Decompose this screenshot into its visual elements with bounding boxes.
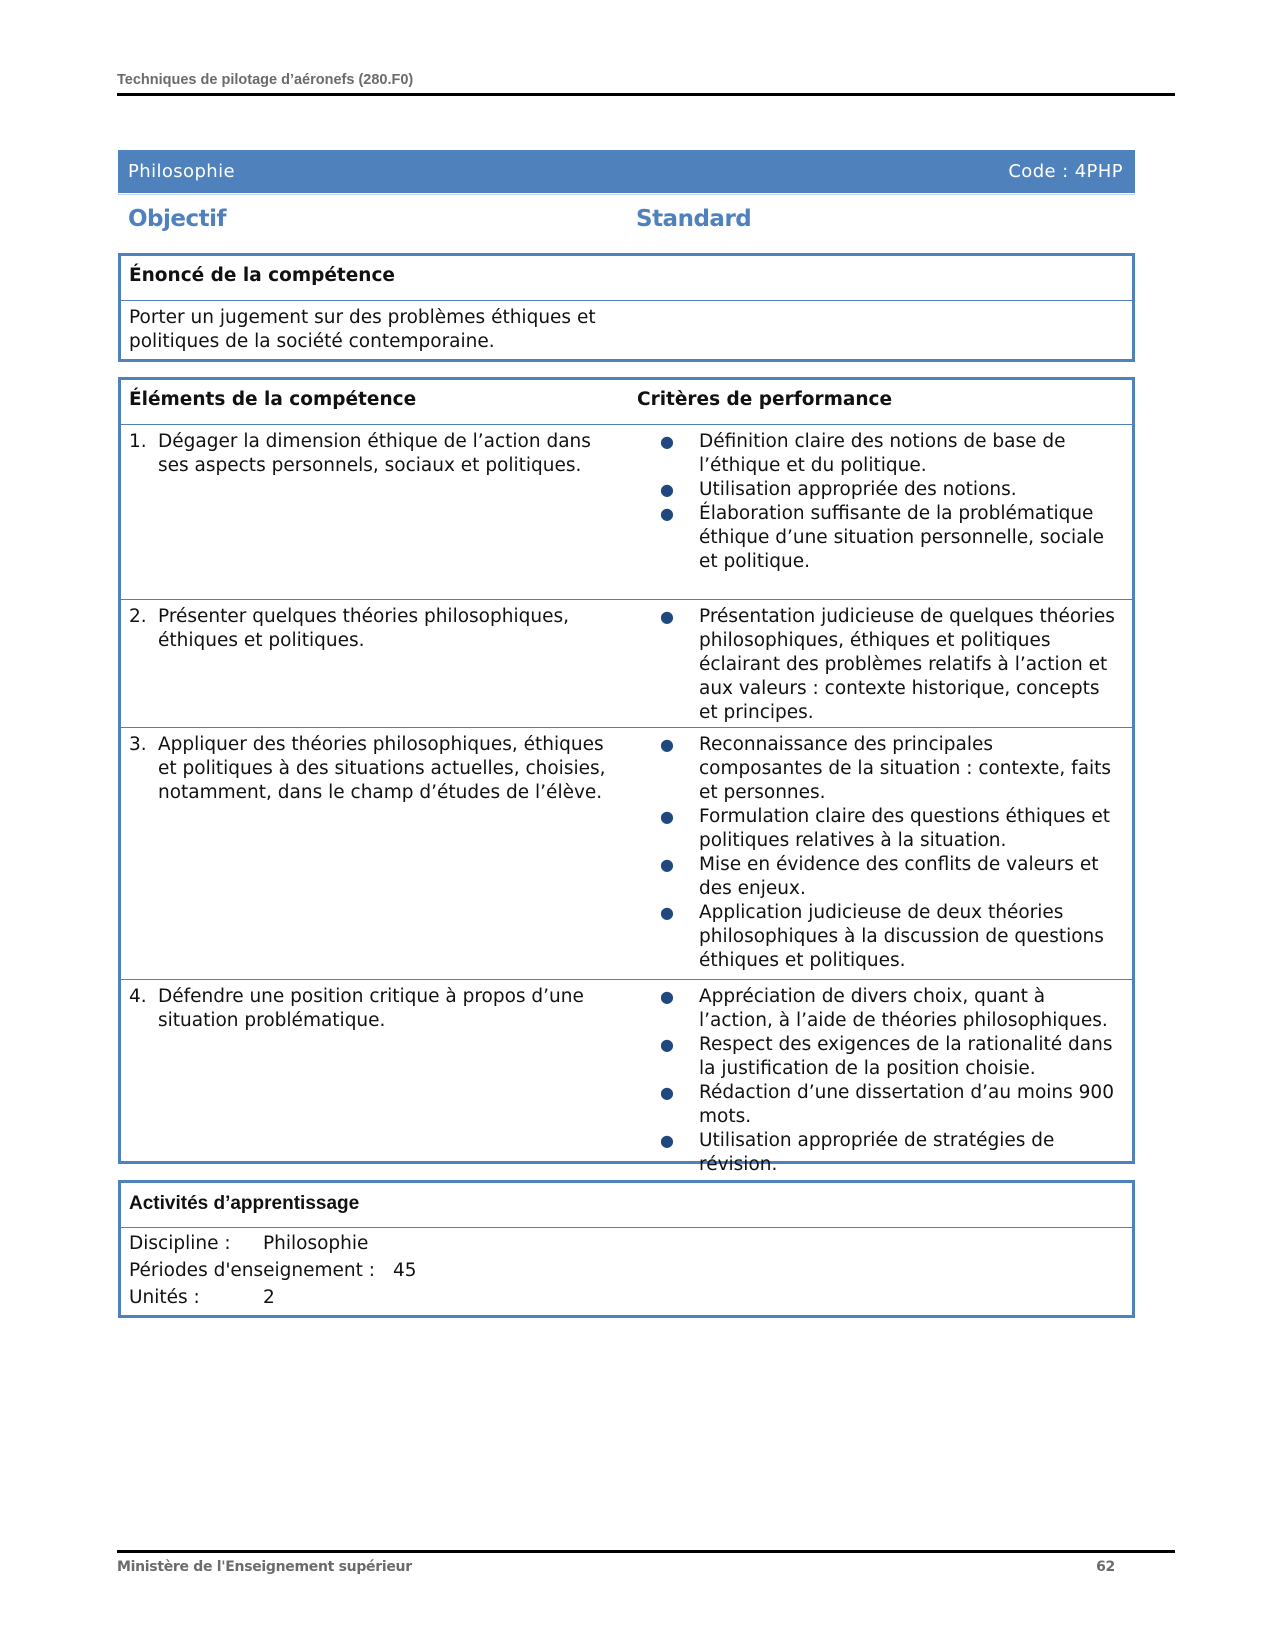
criterion-text: Reconnaissance des principales composantes de la situation : contexte, faits et personnes.: [699, 734, 1112, 803]
element-text: Dégager la dimension éthique de l’action dans ses aspects personnels, sociaux et politiques.: [158, 431, 591, 476]
criterion-item: [629, 478, 1122, 502]
criterion-text: Présentation judicieuse de quelques théories philosophiques, éthiques et politiques éclairant des problèmes relatifs à l’action et aux valeurs : contexte historique, concepts et principes.: [699, 606, 1115, 723]
bullet-icon: ●: [660, 735, 674, 754]
element-number: 1.: [129, 431, 147, 452]
criterion-text: Appréciation de divers choix, quant à l’action, à l’aide de théories philosophiques.: [699, 986, 1108, 1031]
criteria-cell: [629, 425, 1132, 599]
course-code: Code : 4PHP: [1008, 161, 1123, 182]
discipline-row: [129, 1230, 1124, 1257]
element-number: 4.: [129, 986, 147, 1007]
criteria-cell: [629, 728, 1132, 979]
criterion-text: Utilisation appropriée des notions.: [699, 479, 1017, 500]
criteria-column-heading: Critères de performance: [637, 389, 893, 410]
criterion-item: [629, 605, 1122, 725]
criterion-text: Rédaction d’une dissertation d’au moins 900 mots.: [699, 1082, 1114, 1127]
bullet-icon: ●: [660, 480, 674, 499]
activites-details: [121, 1228, 1132, 1317]
elements-table-header: [121, 380, 1132, 425]
objectif-heading: Objectif: [128, 206, 227, 232]
footer-publisher: Ministère de l'Enseignement supérieur: [117, 1559, 412, 1575]
element-cell: [121, 600, 629, 727]
table-row: [121, 728, 1132, 980]
criterion-item: [629, 1033, 1122, 1081]
criterion-text: Utilisation appropriée de stratégies de révision.: [699, 1130, 1055, 1175]
criterion-text: Mise en évidence des conflits de valeurs et des enjeux.: [699, 854, 1099, 899]
enonce-text-line: Porter un jugement sur des problèmes éthiques et: [129, 307, 596, 328]
table-row: [121, 980, 1132, 1182]
periodes-label: Périodes d'enseignement :: [129, 1260, 376, 1281]
enonce-heading: Énoncé de la compétence: [121, 256, 1132, 301]
bullet-icon: ●: [660, 1083, 674, 1102]
criterion-text: Élaboration suffisante de la problématique éthique d’une situation personnelle, sociale et politique.: [699, 503, 1105, 572]
criterion-item: [629, 805, 1122, 853]
element-cell: [121, 728, 629, 979]
bullet-icon: ●: [660, 987, 674, 1006]
element-cell: [121, 425, 629, 599]
bullet-icon: ●: [660, 903, 674, 922]
page-number: 62: [1096, 1559, 1115, 1575]
enonce-text-line: politiques de la société contemporaine.: [129, 331, 495, 352]
table-row: [121, 600, 1132, 728]
criterion-item: [629, 901, 1122, 973]
course-title-bar: [118, 150, 1135, 193]
unites-label: Unités :: [129, 1287, 200, 1308]
standard-heading: Standard: [636, 206, 752, 232]
enonce-box: [118, 253, 1135, 362]
elements-table: [118, 377, 1135, 1175]
criterion-item: [629, 430, 1122, 478]
element-text: Appliquer des théories philosophiques, éthiques et politiques à des situations actuelles, choisies, notamment, dans le champ d’études de l’élève.: [158, 734, 606, 803]
periodes-value: 45: [393, 1260, 417, 1281]
element-number: 3.: [129, 734, 147, 755]
enonce-text: [121, 301, 1132, 360]
criterion-item: [629, 985, 1122, 1033]
elements-column-heading: Éléments de la compétence: [129, 389, 417, 410]
criterion-text: Formulation claire des questions éthiques et politiques relatives à la situation.: [699, 806, 1110, 851]
discipline-value: Philosophie: [263, 1233, 369, 1254]
bullet-icon: ●: [660, 1035, 674, 1054]
criterion-item: [629, 502, 1122, 574]
discipline-label: Discipline :: [129, 1233, 231, 1254]
bullet-icon: ●: [660, 1131, 674, 1150]
page-footer: [117, 1550, 1175, 1575]
bullet-icon: ●: [660, 432, 674, 451]
criteria-cell: [629, 980, 1132, 1182]
element-cell: [121, 980, 629, 1182]
page-header: [117, 72, 1175, 96]
criterion-item: [629, 853, 1122, 901]
bullet-icon: ●: [660, 855, 674, 874]
footer-rule: [117, 1550, 1175, 1553]
course-name: Philosophie: [128, 161, 235, 182]
header-rule: [117, 93, 1175, 96]
element-number: 2.: [129, 606, 147, 627]
bullet-icon: ●: [660, 504, 674, 523]
criterion-text: Définition claire des notions de base de l’éthique et du politique.: [699, 431, 1066, 476]
criterion-text: Respect des exigences de la rationalité dans la justification de la position choisie.: [699, 1034, 1113, 1079]
bullet-icon: ●: [660, 607, 674, 626]
criteria-cell: [629, 600, 1132, 727]
criterion-item: [629, 733, 1122, 805]
bullet-icon: ●: [660, 807, 674, 826]
table-row: [121, 425, 1132, 600]
element-text: Défendre une position critique à propos d’une situation problématique.: [158, 986, 584, 1031]
activites-box: [118, 1180, 1135, 1318]
periodes-row: [129, 1257, 1124, 1284]
criterion-item: [629, 1081, 1122, 1129]
element-text: Présenter quelques théories philosophiques, éthiques et politiques.: [158, 606, 569, 651]
program-title: Techniques de pilotage d’aéronefs (280.F0): [117, 72, 414, 88]
unites-value: 2: [263, 1287, 275, 1308]
criterion-text: Application judicieuse de deux théories philosophiques à la discussion de questions éthiques et politiques.: [699, 902, 1104, 971]
criterion-item: [629, 1129, 1122, 1177]
unites-row: [129, 1284, 1124, 1311]
activites-heading: Activités d’apprentissage: [121, 1183, 1132, 1228]
